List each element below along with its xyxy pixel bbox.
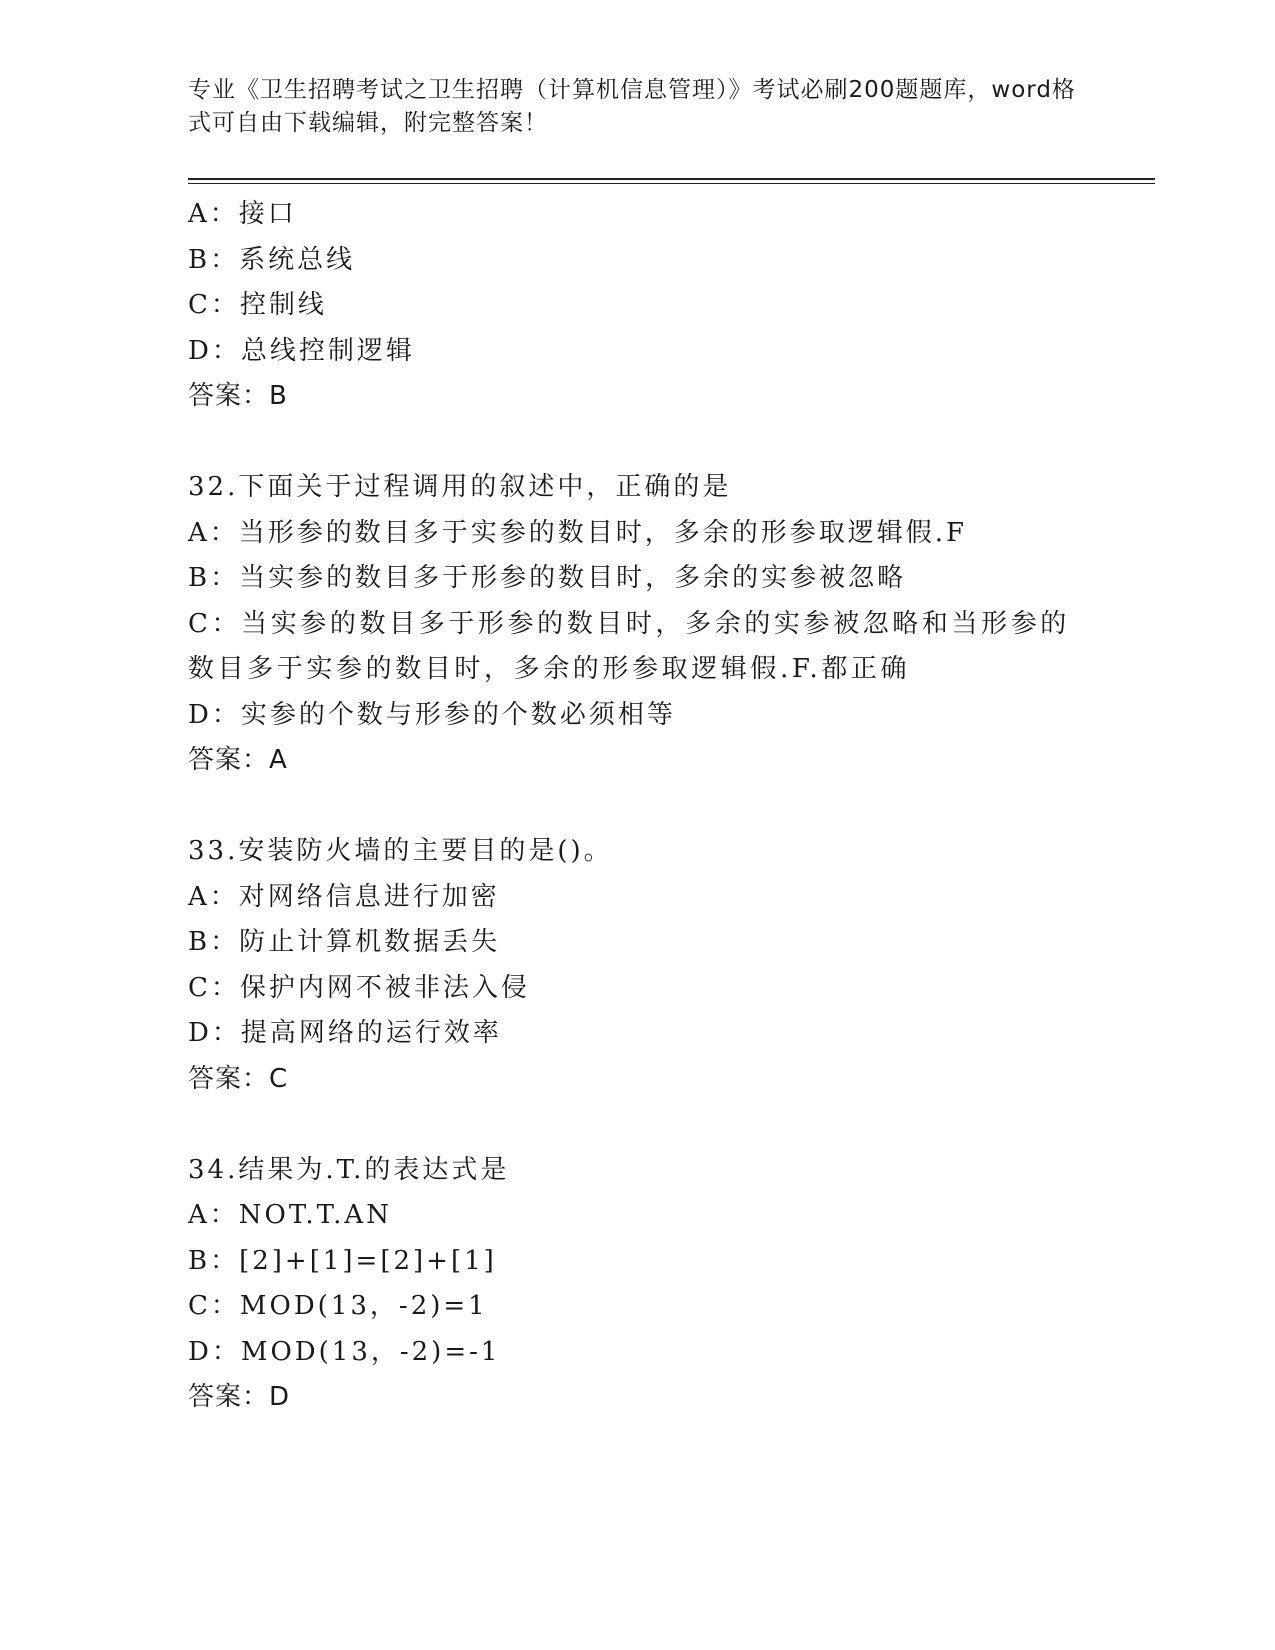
question-block-32 — [188, 465, 1088, 784]
question-text: 34.结果为.T.的表达式是 — [188, 1154, 510, 1185]
option-c: C：保护内网不被非法入侵 — [188, 972, 530, 1003]
option-a: A：对网络信息进行加密 — [188, 881, 500, 912]
option-d: D：提高网络的运行效率 — [188, 1018, 502, 1048]
question-block-34 — [188, 1148, 1088, 1421]
option-c: C：控制线 — [188, 290, 327, 320]
option-a: A：NOT.T.AN — [188, 1200, 392, 1230]
option-c: C：当实参的数目多于形参的数目时，多余的实参被忽略和当形参的数目多于实参的数目时，多余的形参取逻辑假.F.都正确 — [188, 608, 1070, 684]
question-block-31 — [188, 192, 1088, 420]
option-d: D：实参的个数与形参的个数必须相等 — [188, 699, 676, 730]
option-b: B：[2]+[1]=[2]+[1] — [188, 1245, 497, 1276]
answer-line: 答案：D — [188, 1382, 291, 1412]
option-d: D：总线控制逻辑 — [188, 335, 415, 366]
document-header: 专业《卫生招聘考试之卫生招聘（计算机信息管理）》考试必刷200题题库，word格式可自由下载编辑，附完整答案！ — [188, 77, 1076, 136]
spacer — [188, 1102, 1088, 1148]
option-b: B：当实参的数目多于形参的数目时，多余的实参被忽略 — [188, 563, 907, 593]
option-d: D：MOD(13，-2)=-1 — [188, 1336, 501, 1367]
question-block-33 — [188, 829, 1088, 1102]
question-text: 32.下面关于过程调用的叙述中，正确的是 — [188, 472, 732, 502]
spacer — [188, 420, 1088, 466]
spacer — [188, 784, 1088, 830]
header-divider — [188, 178, 1155, 184]
option-b: B：防止计算机数据丢失 — [188, 927, 501, 957]
option-b: B：系统总线 — [188, 244, 356, 275]
option-c: C：MOD(13，-2)=1 — [188, 1291, 488, 1321]
question-list — [188, 192, 1088, 1421]
option-a: A：接口 — [188, 199, 297, 229]
answer-line: 答案：C — [188, 1063, 289, 1094]
option-a: A：当形参的数目多于实参的数目时，多余的形参取逻辑假.F — [188, 517, 968, 548]
answer-line: 答案：B — [188, 381, 288, 411]
answer-line: 答案：A — [188, 745, 288, 775]
question-text: 33.安装防火墙的主要目的是()。 — [188, 836, 613, 866]
